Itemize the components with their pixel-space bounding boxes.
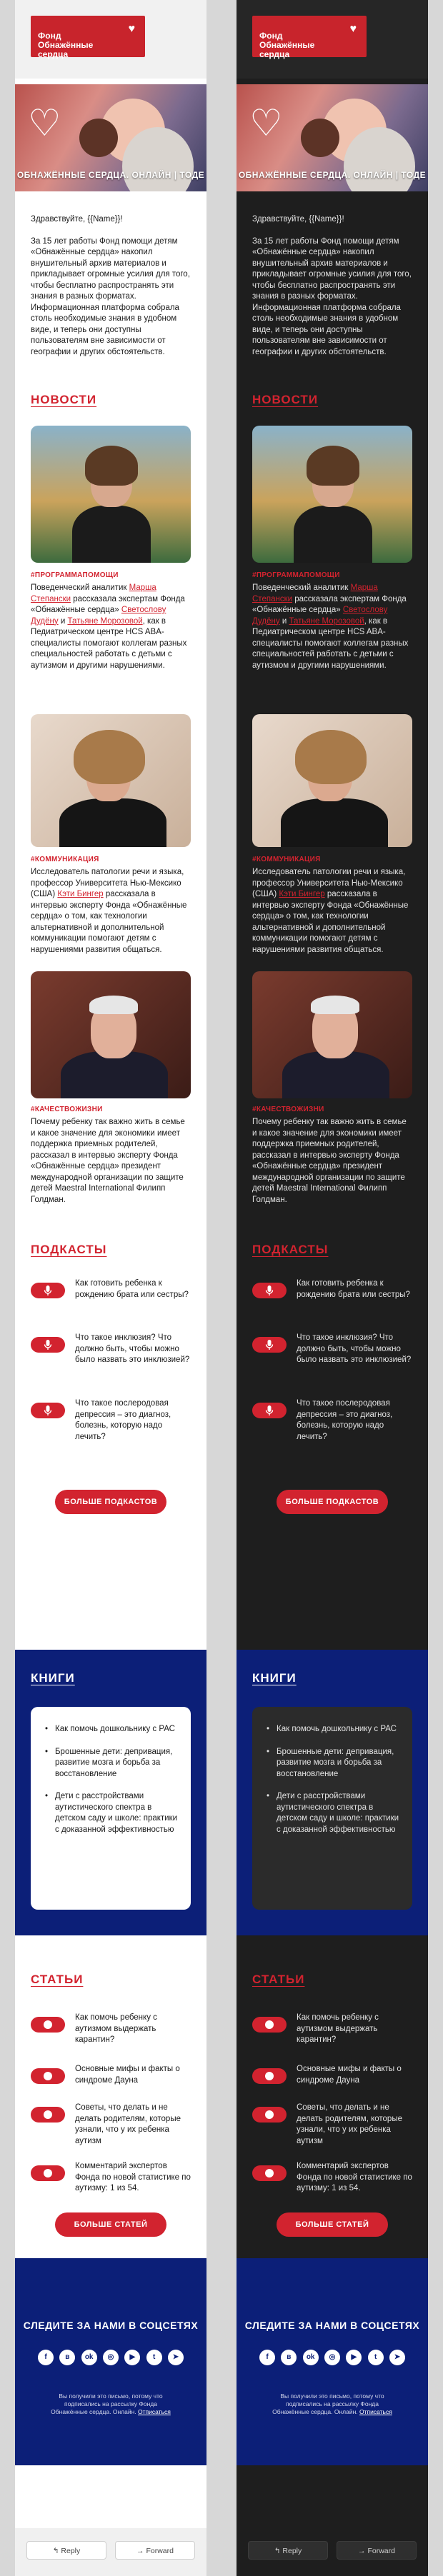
reply-button[interactable] (248, 2541, 328, 2560)
article-item[interactable] (252, 2103, 412, 2145)
heart-icon: ♥ (349, 23, 357, 35)
article-title[interactable]: Советы, что делать и не делать родителям, которые узнали, что у их ребенка аутизм (297, 2103, 402, 2145)
news-tag-2[interactable]: #КОММУНИКАЦИЯ (31, 856, 99, 863)
reply-icon: ↰ (52, 2547, 61, 2555)
books-title: КНИГИ (31, 1671, 75, 1685)
news-text-part: и (279, 616, 289, 626)
social-title: СЛЕДИТЕ ЗА НАМИ В СОЦСЕТЯХ (23, 2320, 199, 2331)
article-item[interactable] (252, 2161, 412, 2204)
brand-logo[interactable] (31, 16, 145, 57)
vk-icon[interactable]: в (281, 2350, 297, 2365)
microphone-icon (265, 1405, 274, 1416)
reply-label: Reply (61, 2547, 81, 2555)
podcast-item[interactable] (31, 1398, 191, 1441)
youtube-icon[interactable]: ▶ (346, 2350, 362, 2365)
forward-button[interactable] (337, 2541, 417, 2560)
article-title[interactable]: Комментарий экспертов Фонда по новой статистике по аутизму: 1 из 54. (75, 2162, 191, 2192)
heart-icon: ♥ (128, 23, 135, 35)
article-title[interactable]: Как помочь ребенку с аутизмом выдержать карантин? (297, 2013, 379, 2044)
intro-body: За 15 лет работы Фонд помощи детям «Обнажённые сердца» накопил внушительный архив материалов и прикладывает огромные усилия для того, чтобы бесплатно распространять эти знания в разных форматах. Информационная платформа собрала столь необходимые знания в удобном виде, и теперь они доступны пользователям вне зависимости от географии и других обстоятельств. (31, 236, 190, 356)
social-icons (259, 2350, 405, 2367)
forward-icon: → (358, 2547, 368, 2555)
article-title[interactable]: Основные мифы и факты о синдроме Дауна (75, 2065, 180, 2085)
odnoklassniki-icon[interactable]: ok (81, 2350, 97, 2365)
facebook-icon[interactable]: f (38, 2350, 54, 2365)
hero-caption: ОБНАЖЁННЫЕ СЕРДЦА. ОНЛАЙН | ТОДЕ (16, 170, 205, 180)
news-text-2 (252, 867, 412, 956)
email-light-theme[interactable] (15, 0, 206, 2576)
article-bullet (31, 2068, 65, 2084)
news-text-part: и (58, 616, 68, 626)
reply-label: Reply (282, 2547, 302, 2555)
news-text-part: рассказала в интервью эксперту Фонда «Обнажённые сердца» о том, как технологии альтернативной и дополнительной коммуникации помогают детям с нарушениями развития общаться. (31, 890, 187, 954)
instagram-icon[interactable]: ◎ (324, 2350, 340, 2365)
intro-text (15, 214, 206, 358)
news-image-3[interactable] (31, 971, 191, 1098)
books-title: КНИГИ (252, 1671, 297, 1685)
heart-outline-icon: ♡ (28, 103, 61, 144)
article-item[interactable] (31, 2103, 191, 2145)
news-link-binger[interactable]: Кэти Бингер (57, 890, 104, 898)
article-title[interactable]: Советы, что делать и не делать родителям, которые узнали, что у их ребенка аутизм (75, 2103, 181, 2145)
podcast-title[interactable]: Что такое послеродовая депрессия – это диагноз, болезнь, которую надо лечить? (297, 1399, 393, 1441)
book-item[interactable]: • Дети с расстройствами аутистического спектра в детском саду и школе: практики с доказанной эффективностью (45, 1791, 178, 1835)
podcast-play-button[interactable] (252, 1337, 287, 1353)
forward-label: Forward (367, 2547, 395, 2555)
podcast-item[interactable] (31, 1278, 191, 1321)
articles-title: СТАТЬИ (252, 1973, 305, 1986)
intro-body: За 15 лет работы Фонд помощи детям «Обнажённые сердца» накопил внушительный архив материалов и прикладывает огромные усилия для того, чтобы бесплатно распространять эти знания в разных форматах. Информационная платформа собрала столь необходимые знания в удобном виде, и теперь они доступны пользователям вне зависимости от географии и других обстоятельств. (252, 236, 412, 356)
action-bar (15, 2528, 206, 2576)
youtube-icon[interactable]: ▶ (124, 2350, 140, 2365)
article-bullet (31, 2107, 65, 2123)
news-image-3[interactable] (252, 971, 412, 1098)
book-item[interactable]: • Как помочь дошкольнику с РАС (45, 1724, 178, 1735)
unsubscribe-link[interactable]: Отписаться (359, 2408, 392, 2415)
telegram-icon[interactable]: ➤ (168, 2350, 184, 2365)
article-bullet (31, 2165, 65, 2181)
footnote (46, 2392, 175, 2416)
podcast-play-button[interactable] (31, 1403, 65, 1418)
forward-label: Forward (146, 2547, 174, 2555)
podcast-title[interactable]: Что такое инклюзия? Что должно быть, чтобы можно было назвать это инклюзией? (297, 1333, 412, 1364)
intro-text (237, 214, 428, 358)
news-text-3: Почему ребенку так важно жить в семье и какое значение для экономики имеет поддержка приемных родителей, рассказал в интервью эксперту Фонда «Обнажённые сердца» президент международной организации по защите детей Maestral International Филипп Голдман. (252, 1118, 407, 1204)
reply-icon: ↰ (274, 2547, 283, 2555)
brand-logo-text: Фонд Обнажённые сердца (38, 31, 94, 59)
news-text-part: , как в Педиатрическом центре HCS ABA-специалисты помогают коллегам разных специальностей работать с детьми с аутизмом и другими нарушениями. (252, 616, 409, 670)
podcast-item[interactable] (31, 1333, 191, 1375)
article-item[interactable] (252, 2013, 412, 2055)
telegram-icon[interactable]: ➤ (389, 2350, 405, 2365)
social-icons (38, 2350, 184, 2367)
more-podcasts-button[interactable]: БОЛЬШЕ ПОДКАСТОВ (277, 1490, 388, 1514)
news-text-part: Исследователь патологии речи и языка, профессор Университета Нью-Мексико (США) (31, 868, 184, 898)
brand-logo-text: Фонд Обнажённые сердца (259, 31, 315, 59)
news-text-part: Поведенческий аналитик (31, 583, 129, 592)
books-list (31, 1707, 191, 1835)
odnoklassniki-icon[interactable]: ok (303, 2350, 319, 2365)
news-tag-1[interactable]: #ПРОГРАММАПОМОЩИ (31, 571, 119, 579)
more-articles-button[interactable]: БОЛЬШЕ СТАТЕЙ (277, 2212, 388, 2237)
news-text-1 (252, 583, 412, 671)
book-item[interactable]: • Брошенные дети: депривация, развитие мозга и борьба за восстановление (45, 1747, 178, 1780)
reply-button[interactable] (26, 2541, 106, 2560)
news-image-2[interactable] (31, 714, 191, 847)
podcast-title[interactable]: Как готовить ребенка к рождению брата или сестры? (75, 1279, 189, 1299)
forward-icon: → (136, 2547, 146, 2555)
news-link-stepanski[interactable]: Марша Степански (31, 583, 156, 603)
books-card (31, 1707, 191, 1910)
microphone-icon (265, 1285, 274, 1296)
article-bullet (252, 2017, 287, 2033)
book-item[interactable]: • Дети с расстройствами аутистического спектра в детском саду и школе: практики с доказанной эффективностью (267, 1791, 399, 1835)
article-item[interactable] (252, 2064, 412, 2107)
book-item[interactable]: • Как помочь дошкольнику с РАС (267, 1724, 399, 1735)
microphone-icon (44, 1339, 52, 1350)
news-link-morozova[interactable]: Татьяне Морозовой (289, 616, 364, 626)
news-tag-3[interactable]: #КАЧЕСТВОЖИЗНИ (31, 1106, 103, 1113)
twitter-icon[interactable]: t (146, 2350, 162, 2365)
books-list (252, 1707, 412, 1835)
article-title[interactable]: Основные мифы и факты о синдроме Дауна (297, 2065, 402, 2085)
podcasts-title: ПОДКАСТЫ (31, 1243, 107, 1256)
podcast-play-button[interactable] (31, 1283, 65, 1298)
brand-logo[interactable] (252, 16, 367, 57)
books-card (252, 1707, 412, 1910)
podcast-title[interactable]: Как готовить ребенка к рождению брата или сестры? (297, 1279, 410, 1299)
forward-button[interactable] (115, 2541, 195, 2560)
news-text-2 (31, 867, 191, 956)
podcasts-title: ПОДКАСТЫ (252, 1243, 329, 1256)
article-title[interactable]: Как помочь ребенку с аутизмом выдержать карантин? (75, 2013, 157, 2044)
footnote (268, 2392, 397, 2416)
more-articles-button[interactable]: БОЛЬШЕ СТАТЕЙ (55, 2212, 166, 2237)
article-item[interactable] (31, 2013, 191, 2055)
news-image-1[interactable] (31, 426, 191, 563)
news-text-part: Поведенческий аналитик (252, 583, 351, 592)
news-title: НОВОСТИ (252, 393, 319, 406)
article-item[interactable] (31, 2161, 191, 2204)
instagram-icon[interactable]: ◎ (103, 2350, 119, 2365)
article-bullet (252, 2165, 287, 2181)
articles-title: СТАТЬИ (31, 1973, 84, 1986)
news-image-2[interactable] (252, 714, 412, 847)
greeting: Здравствуйте, {{Name}}! (252, 215, 344, 224)
podcast-title[interactable]: Что такое послеродовая депрессия – это диагноз, болезнь, которую надо лечить? (75, 1399, 171, 1441)
footnote-text: Вы получили это письмо, потому что подписались на рассылку Фонда Обнажённые сердца. Онлайн. (272, 2392, 384, 2415)
podcast-item[interactable] (252, 1278, 412, 1321)
header-bar (15, 0, 206, 79)
email-dark-theme[interactable] (237, 0, 428, 2576)
article-bullet (252, 2107, 287, 2123)
hero-caption: ОБНАЖЁННЫЕ СЕРДЦА. ОНЛАЙН | ТОДЕ (238, 170, 427, 180)
footnote-text: Вы получили это письмо, потому что подписались на рассылку Фонда Обнажённые сердца. Онлайн. (51, 2392, 163, 2415)
news-text-part: рассказала в интервью эксперту Фонда «Обнажённые сердца» о том, как технологии альтернативной и дополнительной коммуникации помогают детям с нарушениями развития общаться. (252, 890, 409, 954)
article-bullet (31, 2017, 65, 2033)
news-text-part: , как в Педиатрическом центре HCS ABA-специалисты помогают коллегам разных специальностей работать с детьми с аутизмом и другими нарушениями. (31, 616, 187, 670)
header-bar (237, 0, 428, 79)
news-link-duden[interactable]: Светослову Дудёну (31, 606, 166, 626)
news-link-stepanski[interactable]: Марша Степански (252, 583, 378, 603)
news-text-part: рассказала экспертам Фонда «Обнажённые сердца» (31, 594, 185, 614)
podcast-item[interactable] (252, 1398, 412, 1441)
more-podcasts-button[interactable]: БОЛЬШЕ ПОДКАСТОВ (55, 1490, 166, 1514)
podcast-play-button[interactable] (252, 1403, 287, 1418)
podcast-play-button[interactable] (31, 1337, 65, 1353)
article-item[interactable] (31, 2064, 191, 2107)
news-tag-3[interactable]: #КАЧЕСТВОЖИЗНИ (252, 1106, 324, 1113)
heart-outline-icon: ♡ (249, 103, 283, 144)
news-text-1 (31, 583, 191, 671)
facebook-icon[interactable]: f (259, 2350, 275, 2365)
news-link-duden[interactable]: Светослову Дудёну (252, 606, 388, 626)
news-image-1[interactable] (252, 426, 412, 563)
article-bullet (252, 2068, 287, 2084)
action-bar (237, 2528, 428, 2576)
unsubscribe-link[interactable]: Отписаться (138, 2408, 171, 2415)
news-tag-2[interactable]: #КОММУНИКАЦИЯ (252, 856, 321, 863)
news-link-morozova[interactable]: Татьяне Морозовой (67, 616, 143, 626)
news-title: НОВОСТИ (31, 393, 97, 406)
hero-banner[interactable] (15, 84, 206, 191)
hero-banner[interactable] (237, 84, 428, 191)
news-text-part: Исследователь патологии речи и языка, профессор Университета Нью-Мексико (США) (252, 868, 406, 898)
podcast-title[interactable]: Что такое инклюзия? Что должно быть, чтобы можно было назвать это инклюзией? (75, 1333, 190, 1364)
greeting: Здравствуйте, {{Name}}! (31, 215, 123, 224)
news-text-part: рассказала экспертам Фонда «Обнажённые сердца» (252, 594, 407, 614)
twitter-icon[interactable]: t (368, 2350, 384, 2365)
news-text-3: Почему ребенку так важно жить в семье и какое значение для экономики имеет поддержка приемных родителей, рассказал в интервью эксперту Фонда «Обнажённые сердца» президент международной организации по защите детей Maestral International Филипп Голдман. (31, 1118, 185, 1204)
social-title: СЛЕДИТЕ ЗА НАМИ В СОЦСЕТЯХ (244, 2320, 420, 2331)
podcast-play-button[interactable] (252, 1283, 287, 1298)
microphone-icon (44, 1285, 52, 1296)
news-link-binger[interactable]: Кэти Бингер (279, 890, 325, 898)
podcast-item[interactable] (252, 1333, 412, 1375)
news-tag-1[interactable]: #ПРОГРАММАПОМОЩИ (252, 571, 340, 579)
vk-icon[interactable]: в (59, 2350, 75, 2365)
article-title[interactable]: Комментарий экспертов Фонда по новой статистике по аутизму: 1 из 54. (297, 2162, 412, 2192)
microphone-icon (265, 1339, 274, 1350)
microphone-icon (44, 1405, 52, 1416)
book-item[interactable]: • Брошенные дети: депривация, развитие мозга и борьба за восстановление (267, 1747, 399, 1780)
